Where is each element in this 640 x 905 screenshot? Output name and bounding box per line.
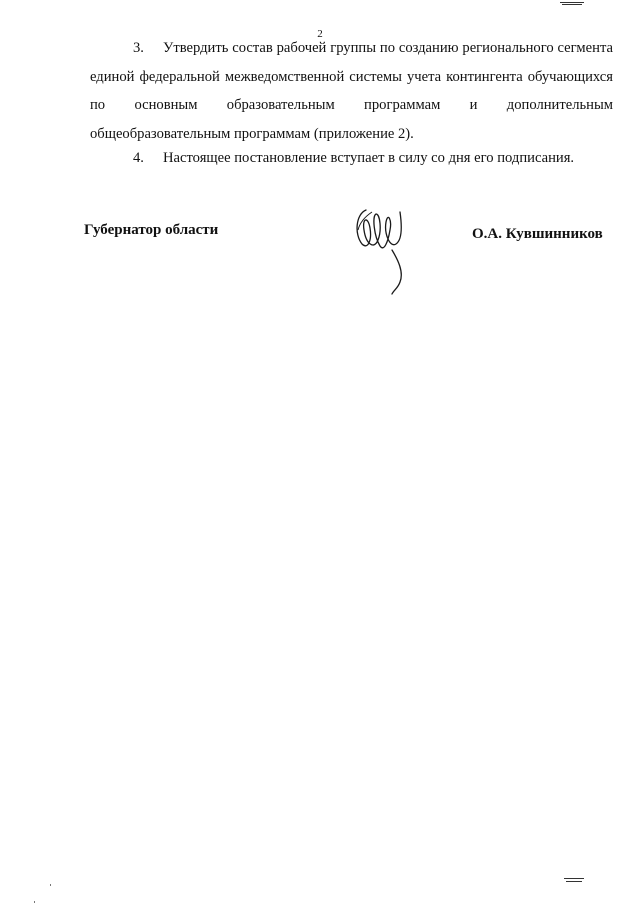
handwritten-signature <box>348 200 418 295</box>
paragraph-number: 4. <box>133 150 144 166</box>
page-number: 2 <box>317 28 323 40</box>
signatory-title: Губернатор области <box>84 222 219 238</box>
margin-dot <box>34 901 35 903</box>
signatory-name: О.А. Кувшинников <box>472 226 603 242</box>
top-right-mark-2 <box>562 4 582 5</box>
paragraph-3 <box>90 34 613 148</box>
bottom-right-mark <box>564 878 584 879</box>
margin-dot <box>50 884 51 886</box>
paragraph-number: 3. <box>133 40 144 56</box>
paragraph-text: Настоящее постановление вступает в силу со дня его подписания. <box>163 150 575 166</box>
paragraph-text: Утвердить состав рабочей группы по созданию регионального сегмента единой федеральной межведомственной системы учета контингента обучающихся по основным образовательным программам и дополнительным общеобразовательным программам (приложение 2). <box>90 40 613 142</box>
top-right-mark <box>560 2 584 3</box>
bottom-right-mark-2 <box>566 881 582 882</box>
paragraph-4 <box>90 144 613 173</box>
